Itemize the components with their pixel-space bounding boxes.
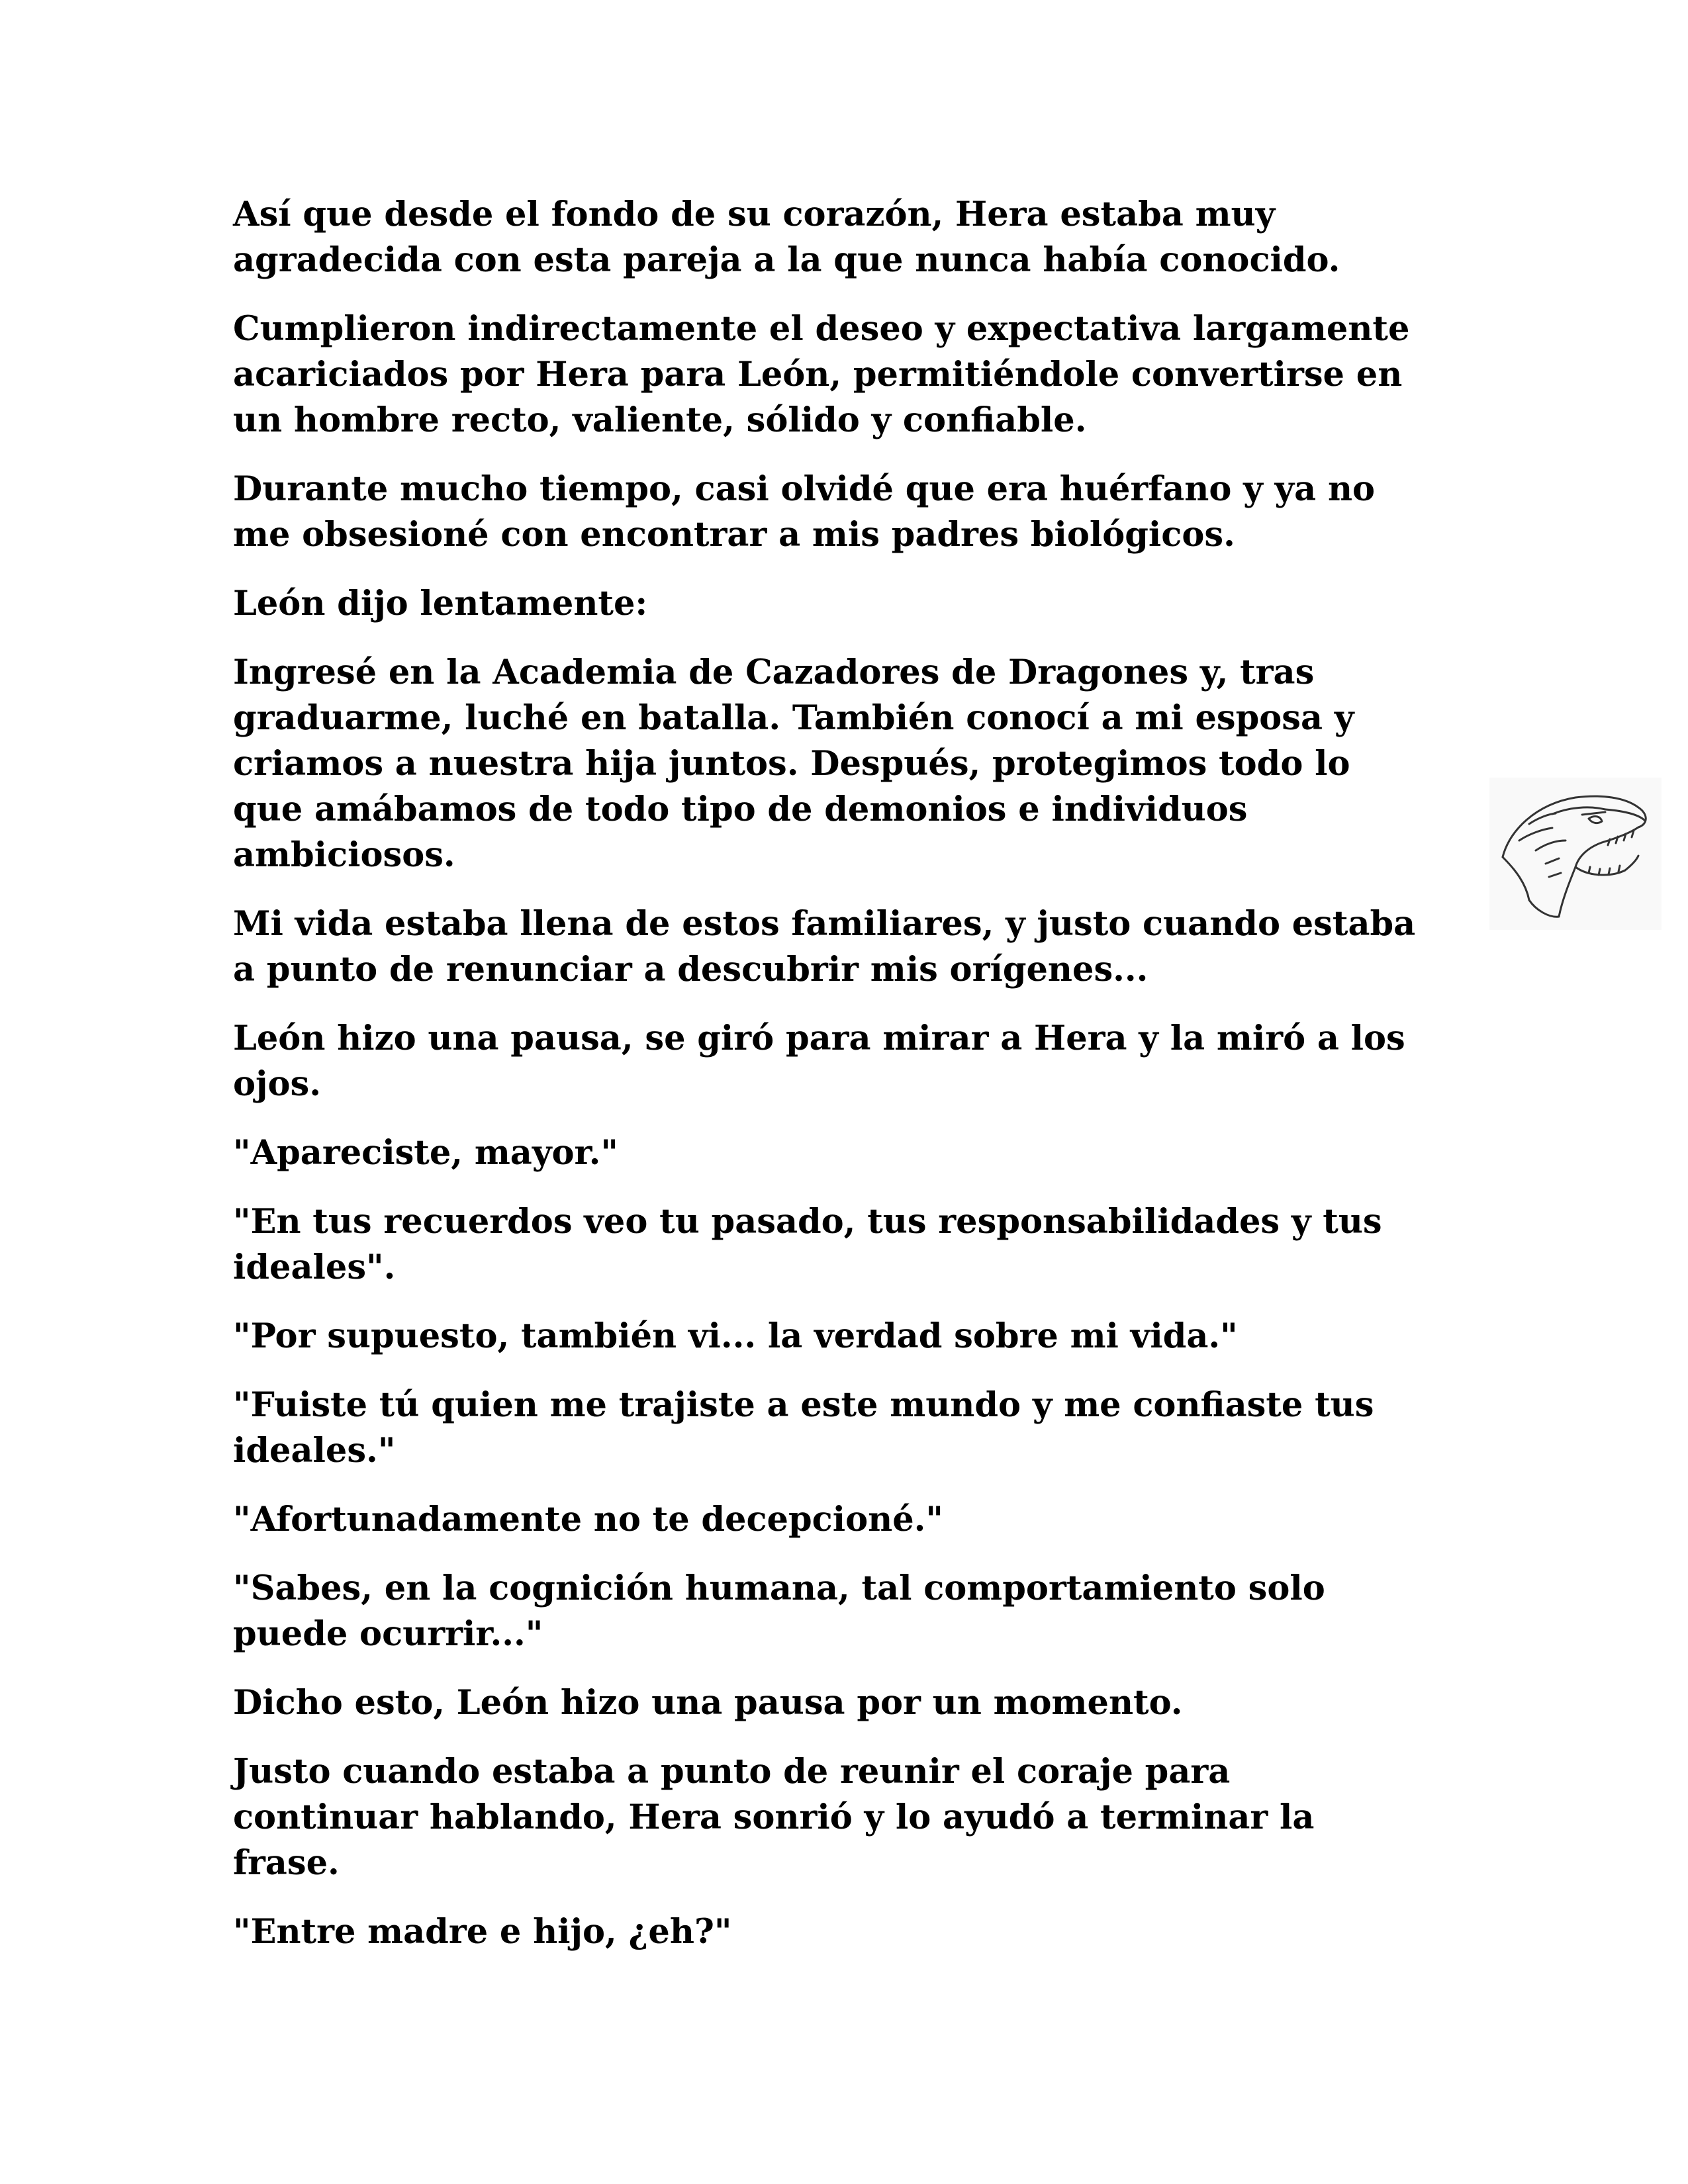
paragraph-10: "Por supuesto, también vi... la verdad sobre mi vida." [233, 1316, 1238, 1356]
document-body [233, 192, 1458, 1978]
paragraph-9: "En tus recuerdos veo tu pasado, tus responsabilidades y tus ideales". [233, 1202, 1382, 1287]
paragraph-8: "Apareciste, mayor." [233, 1133, 618, 1173]
paragraph-3: Durante mucho tiempo, casi olvidé que era huérfano y ya no me obsesioné con encontrar a mis padres biológicos. [233, 469, 1376, 555]
paragraph-16: "Entre madre e hijo, ¿eh?" [233, 1912, 732, 1952]
paragraph-6: Mi vida estaba llena de estos familiares, y justo cuando estaba a punto de renunciar a descubrir mis orígenes... [233, 904, 1416, 989]
paragraph-5: Ingresé en la Academia de Cazadores de Dragones y, tras graduarme, luché en batalla. También conocí a mi esposa y criamos a nuestra hija juntos. Después, protegimos todo lo que amábamos de todo tipo de demonios e individuos ambiciosos. [233, 653, 1354, 875]
paragraph-11: "Fuiste tú quien me trajiste a este mundo y me confiaste tus ideales." [233, 1385, 1374, 1471]
paragraph-15: Justo cuando estaba a punto de reunir el coraje para continuar hablando, Hera sonrió y lo ayudó a terminar la frase. [233, 1752, 1315, 1883]
paragraph-12: "Afortunadamente no te decepcioné." [233, 1500, 943, 1539]
paragraph-14: Dicho esto, León hizo una pausa por un momento. [233, 1683, 1183, 1723]
paragraph-13: "Sabes, en la cognición humana, tal comportamiento solo puede ocurrir..." [233, 1569, 1325, 1654]
paragraph-2: Cumplieron indirectamente el deseo y expectativa largamente acariciados por Hera para León, permitiéndole convertirse en un hombre recto, valiente, sólido y confiable. [233, 309, 1410, 440]
paragraph-4: León dijo lentamente: [233, 584, 648, 623]
dinosaur-head-sketch-icon [1489, 778, 1662, 930]
paragraph-1: Así que desde el fondo de su corazón, Hera estaba muy agradecida con esta pareja a la que nunca había conocido. [233, 195, 1340, 280]
paragraph-7: León hizo una pausa, se giró para mirar a Hera y la miró a los ojos. [233, 1019, 1405, 1104]
